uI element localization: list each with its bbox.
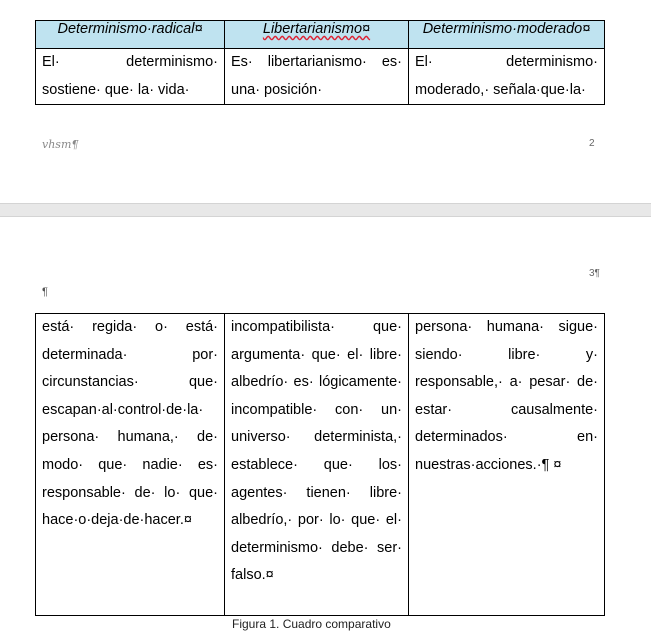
page-number: 3¶ [589,268,600,279]
header-libertarianismo[interactable]: Libertarianismo¤ [225,21,409,49]
cell-moderado-top[interactable]: El· determinismo· moderado,· señala·que·la· [409,49,605,105]
comparison-table-top [35,20,605,105]
figure-caption: Figura 1. Cuadro comparativo [232,617,391,631]
header-determinismo-radical[interactable]: Determinismo·radical¤ [36,21,225,49]
cell-radical-bottom[interactable]: está· regida· o· está· determinada· por· circunstancias· que· escapan·al·control·de·la· persona· humana,· de· modo· que· nadie· es· responsable· de· lo· que· hace·o·deja·de·hacer.¤ [36,314,225,616]
header-determinismo-moderado[interactable]: Determinismo·moderado¤ [409,21,605,49]
page-break-gap [0,203,651,217]
cell-libertarianismo-top[interactable]: Es· libertarianismo· es· una· posición· [225,49,409,105]
comparison-table-bottom [35,313,605,616]
table-row [36,49,605,105]
cell-libertarianismo-bottom[interactable]: incompatibilista· que· argumenta· que· el· libre· albedrío· es· lógicamente· incompatible· con· un· universo· determinista,· establece· que· los· agentes· tienen· libre· albedrío,· por· lo· que· el· determinismo· debe· ser· falso.¤ [225,314,409,616]
page-number: 2 [589,138,595,149]
cell-radical-top[interactable]: El· determinismo· sostiene· que· la· vida· [36,49,225,105]
footer-text: vhsm¶ [42,138,79,151]
table-row [36,314,605,616]
cell-moderado-bottom[interactable]: persona· humana· sigue· siendo· libre· y· responsable,· a· pesar· de· estar· causalmente· determinados· en· nuestras·acciones.·¶ ¤ [409,314,605,616]
paragraph-mark: ¶ [42,286,48,298]
table-header-row [36,21,605,49]
